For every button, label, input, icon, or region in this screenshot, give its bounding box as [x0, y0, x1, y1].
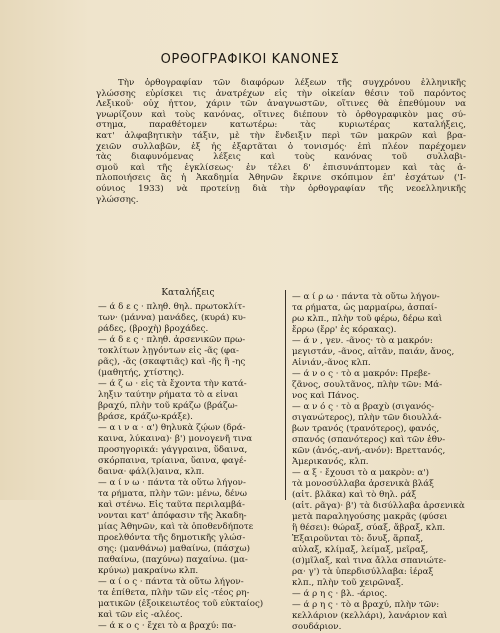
right-column-line: ἔρρω (ἔρρ' ἐς κόρακας). — [292, 325, 397, 335]
right-column-line: ζᾶνος, σουλτᾶνος, πλὴν τῶν: Μά- — [292, 380, 443, 390]
intro-line: ούνιος 1933) νὰ προτείνῃ διὰ τὴν ὀρθογραφίαν τῆς νεοελληνικῆς — [96, 183, 466, 194]
left-column-line: δαινα· φάλ(λ)αινα, κλπ. — [98, 467, 205, 477]
right-column-line: ρα· γ') τὰ ὑπερδισύλλαβα: ἱέραξ — [292, 567, 434, 577]
right-column-line: (αἰτ. βλᾶκα) καὶ τὸ θηλ. ράξ — [292, 490, 417, 500]
intro-line: χειῶν συλλαβῶν, ἐξ ἧς ἐξαρτᾶται ὁ τονισμός· ἐπὶ πλέον παρέχομεν — [96, 141, 466, 152]
right-column-line: κῶν (ἀνός,-ανή,-ανόν): Βρεττανός, — [292, 446, 446, 456]
right-column-line: μεγιστάν, -ᾶνος, αἰτᾶν, παιάν, ἄνος, — [292, 347, 455, 357]
intro-line: Τὴν ὀρθογραφίαν τῶν διαφόρων λέξεων τῆς συγχρόνου ἑλληνικῆς — [118, 78, 466, 88]
left-column-line: παθαίνω, (παχύνω) παχαίνω. (μα- — [98, 555, 248, 565]
right-column-line: τα ρήματα, ὡς μαρμαίρω, ἀσπαί- — [292, 303, 438, 313]
intro-line: τὰς διαφυνόμενας λέξεις καὶ τοὺς κανόνας τοῦ συλλαβι- — [96, 152, 466, 163]
right-column-line: — α ν ό ς · τὸ α βραχὺ (σιγανός- — [292, 402, 435, 412]
intro-line: Λεξικοῦ· οὐχ ἧττον, χάριν τῶν ἀναγνωστῶν, οἵτινες θὰ ἐπεθύμουν να — [96, 99, 466, 110]
left-column-line: — α ί ο ς · πάντα τὰ οὕτω λήγον- — [98, 577, 244, 587]
left-column-line: καὶ στένω. Εἰς ταῦτα περιλαμβά- — [98, 500, 245, 510]
left-column-line: (μαθητής, χτίστης). — [98, 368, 185, 378]
left-column-line: ληξιν ταύτην ρήματα τὸ α εἶναι — [98, 390, 239, 400]
left-column-line: ρᾶς), -ᾶς (σκαφτιᾶς) καὶ -ῆς ἢ -ης — [98, 357, 246, 367]
left-column-line: — ά ζ ω · εἰς τὰ ἔχοντα τὴν κατά- — [98, 379, 247, 389]
intro-line: στημα, παραθέτομεν κατωτέρω: τὰς κυριωτέρας καταλήξεις, — [96, 120, 466, 131]
right-column-line: — ά ρ η ς · τὸ α βραχύ, πλὴν τῶν: — [292, 600, 440, 610]
right-column-line: σπανός (σπανότερος) καὶ τῶν ἐθν- — [292, 435, 446, 445]
column-heading: Καταλήξεις — [161, 288, 215, 298]
left-column-line: τα ρήματα, πλὴν τῶν: μένω, δένω — [98, 489, 247, 499]
left-column-line: προσηγορικά: γάγγραινα, ὕδαινα, — [98, 445, 248, 455]
right-column-line: αὖλαξ, κλίμαξ, λείμαξ, μεῖραξ, — [292, 545, 429, 555]
left-column-line: τα ἐπίθετα, πλὴν τῶν εἰς -τέος ρη- — [98, 588, 250, 598]
right-column-line: Ἐξαιροῦνται τὸ: ὄνυξ, ἅρπαξ, — [292, 534, 424, 544]
left-column-line: σης: (μανθάνω) μαθαίνω, (πάσχω) — [98, 544, 251, 554]
right-column-line: βων τρανός (τρανότερος), φανός, — [292, 424, 440, 434]
left-column-line: — α ι ν α · α') θηλυκὰ ζῴων (δρά- — [98, 423, 246, 433]
right-column-line: κελλάριον (κελλάρι), λανάριον καὶ — [292, 611, 448, 621]
right-column-line: Ἀμερικανός, κλπ. — [292, 457, 369, 467]
right-column-line: κλπ., πλὴν τοῦ χειρῶναξ. — [292, 578, 404, 588]
left-column-line: — ά κ ο ς · ἔχει τὸ α βραχύ: πα- — [98, 621, 237, 631]
right-column-line: σουδάριον. — [292, 622, 342, 632]
right-column-line: ρω κλπ., πλὴν τοῦ φέρω, δέρω καὶ — [292, 314, 443, 324]
right-column-line: μετὰ παραληγούσης μακρᾶς (φύσει — [292, 512, 448, 522]
intro-paragraph — [96, 78, 466, 205]
left-column-line: βραχύ, πλὴν τοῦ κράζω (βράζω- — [98, 401, 238, 411]
left-column — [98, 288, 278, 632]
left-column-line: νονται κατ' ἀπόφασιν τῆς Ἀκαδη- — [98, 511, 247, 521]
column-divider — [285, 290, 286, 500]
left-column-line: τοκλίτων λῃγόντων εἰς -ᾶς (φα- — [98, 346, 239, 356]
left-column-line: προελθόντα τῆς δημοτικῆς γλώσ- — [98, 533, 246, 543]
right-column-line: σιγανώτερος), πλὴν τῶν διουλλά- — [292, 413, 442, 423]
right-column-line: τὰ μονοσύλλαβα ἀρσενικὰ βλάξ — [292, 479, 434, 489]
left-column-line: ματικῶν (ἐξοικειωτέος τοῦ εὐκταίος) — [98, 599, 264, 609]
left-column-line: των· (μάννα) μανάδες, (κυρά) κυ- — [98, 313, 246, 323]
left-column-line: σκόρπαινα, τρίαινα, ὕαινα, φαγέ- — [98, 456, 247, 466]
left-column-line: — ά δ ε ς · πληθ. θηλ. πρωτοκλίτ- — [98, 302, 246, 312]
right-column-line: — α ί ρ ω · πάντα τὰ οὕτω λήγον- — [292, 292, 440, 302]
intro-line: γλώσσης εὑρίσκει τις ἀνατρέχων εἰς τὴν οἰκείαν θέσιν τοῦ παρόντος — [96, 88, 466, 99]
right-column-line: — ά ρ η ς · βλ. -άριος. — [292, 589, 388, 599]
intro-line: κατ' ἀλφαβητικὴν τάξιν, μὲ τὴν ἔνδειξιν περὶ τῶν μακρῶν καὶ βρα- — [96, 130, 466, 141]
left-column-line: ράδες, (βροχὴ) βροχάδες. — [98, 324, 209, 334]
intro-line: πλοποιήσεις ἃς ἡ Ἀκαδημία Ἀθηνῶν ἔκρινε σκόπιμον ἐπ' ἐσχάτων ('Ι- — [96, 173, 466, 184]
intro-line: σμοῦ καὶ τῆς ἐγκλίσεως· ἐν τέλει δ' ἐπισυνάπτομεν καὶ τὰς ἀ- — [96, 162, 466, 173]
right-column-line: νος καὶ Πάνος. — [292, 391, 360, 401]
intro-line: γνωρίζουν καὶ τοὺς κανόνας, οἵτινες διέπουν τὸ ὀρθογραφικὸν μας σύ- — [96, 109, 466, 120]
left-column-line: — ά δ ε ς · πληθ. ἀρσενικῶν πρω- — [98, 335, 246, 345]
right-column-line: — ά ν , γεν. -ᾶνος· τὸ α μακρόν: — [292, 336, 433, 346]
left-column-line: μίας Ἀθηνῶν, καὶ τὰ ὁποθενδήποτε — [98, 522, 254, 532]
left-column-line: καινα, λύκαινα)· β') μονογενῆ τινα — [98, 434, 253, 444]
right-column-line: — ά ν ο ς · τὸ α μακρόν: Πρεβε- — [292, 369, 431, 379]
left-column-line: βράσε, κράζω-κράξε). — [98, 412, 193, 422]
left-column-line: — α ί ν ω · πάντα τὰ οὕτω λήγον- — [98, 478, 246, 488]
right-column-line: Αἰνιάν,-ᾶνος κλπ. — [292, 358, 371, 368]
right-column-line: — α ξ · ἔχουσι τὸ α μακρὸν: α') — [292, 468, 430, 478]
left-column-line: καὶ τῶν εἰς -αλέος. — [98, 610, 183, 620]
left-column-line: κρύνω) μακραίνω κλπ. — [98, 566, 199, 576]
intro-line: γλώσσης. — [96, 194, 139, 205]
right-column-line: (σ)μῖλαξ, καὶ τινα ἄλλα σπανιώτε- — [292, 556, 447, 566]
page-title: ΟΡΘΟΓΡΑΦΙΚΟΙ ΚΑΝΟΝΕΣ — [160, 52, 340, 67]
right-column-line: ἢ θέσει): θώραξ, σύαξ, ἄβραξ, κλπ. — [292, 523, 446, 533]
right-column-line: (αἰτ. ρᾶγα)· β') τὰ δισύλλαβα ἀρσενικὰ — [292, 501, 465, 511]
right-column — [292, 292, 474, 633]
